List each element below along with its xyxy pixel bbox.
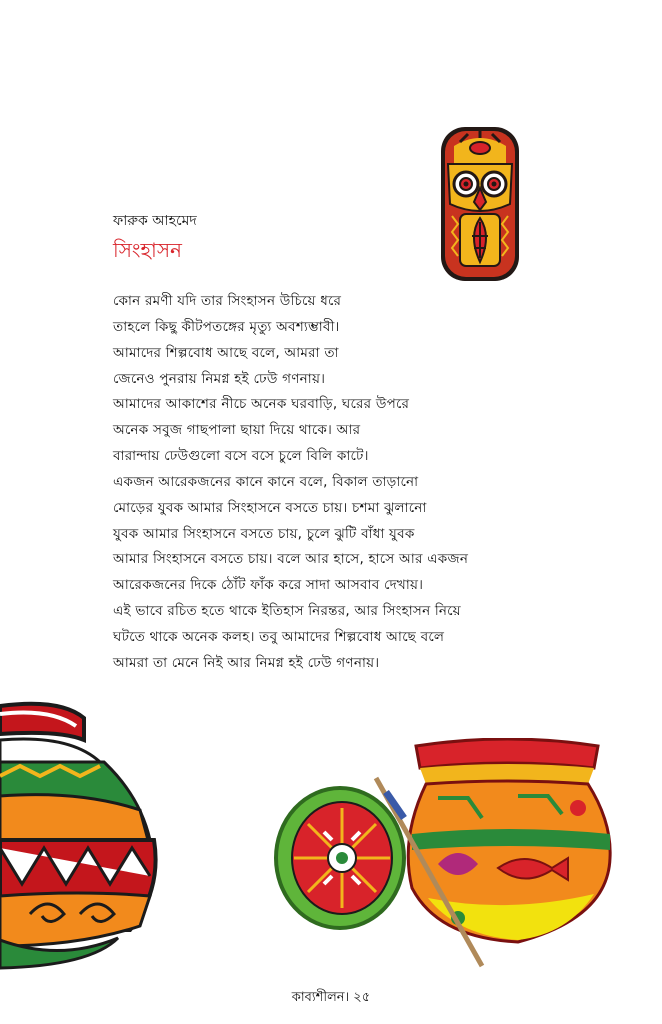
poem-line: জেনেও পুনরায় নিমগ্ন হই ঢেউ গণনায়। bbox=[113, 370, 326, 387]
author-name: ফারুক আহমেদ bbox=[113, 213, 197, 229]
poem-line: ঘটতে থাকে অনেক কলহ। তবু আমাদের শিল্পবোধ আছে বলে bbox=[113, 628, 445, 645]
poem-line: মোড়ের যুবক আমার সিংহাসনে বসতে চায়। চশমা ঝুলানো bbox=[113, 499, 427, 516]
poem-line: কোন রমণী যদি তার সিংহাসন উচিয়ে ধরে bbox=[113, 293, 342, 309]
owl-folk-art-image bbox=[440, 126, 520, 282]
poem-line: যুবক আমার সিংহাসনে বসতে চায়, চুলে ঝুটি বাঁধা যুবক bbox=[113, 525, 415, 542]
poem-title: সিংহাসন bbox=[113, 238, 182, 262]
poem-line: আমার সিংহাসনে বসতে চায়। বলে আর হাসে, হাসে আর একজন bbox=[113, 551, 469, 568]
poem-line: বারান্দায় ঢেউগুলো বসে বসে চুলে বিলি কাটে। bbox=[113, 448, 369, 465]
poem-line: এই ভাবে রচিত হতে থাকে ইতিহাস নিরন্তর, আর সিংহাসন নিয়ে bbox=[113, 603, 461, 620]
poem-line: আমাদের শিল্পবোধ আছে বলে, আমরা তা bbox=[113, 344, 339, 361]
poem-line: আরেকজনের দিকে ঠোঁট ফাঁক করে সাদা আসবাব দেখায়। bbox=[113, 577, 424, 594]
poem-line: তাহলে কিছু কীটপতঙ্গের মৃত্যু অবশ্যম্ভাবী। bbox=[113, 318, 340, 335]
poem-line: একজন আরেকজনের কানে কানে বলে, বিকাল তাড়ানো bbox=[113, 473, 419, 490]
poem-body bbox=[113, 289, 583, 677]
stick-illustration bbox=[370, 774, 490, 970]
poem-line: অনেক সবুজ গাছপালা ছায়া দিয়ে থাকে। আর bbox=[113, 422, 361, 439]
poem-line: আমাদের আকাশের নীচে অনেক ঘরবাড়ি, ঘরের উপরে bbox=[113, 396, 410, 413]
left-pot-illustration bbox=[0, 700, 170, 970]
page-footer: কাব্যশীলন। ২৫ bbox=[291, 990, 371, 1005]
poem-line: আমরা তা মেনে নিই আর নিমগ্ন হই ঢেউ গণনায়। bbox=[113, 654, 380, 671]
